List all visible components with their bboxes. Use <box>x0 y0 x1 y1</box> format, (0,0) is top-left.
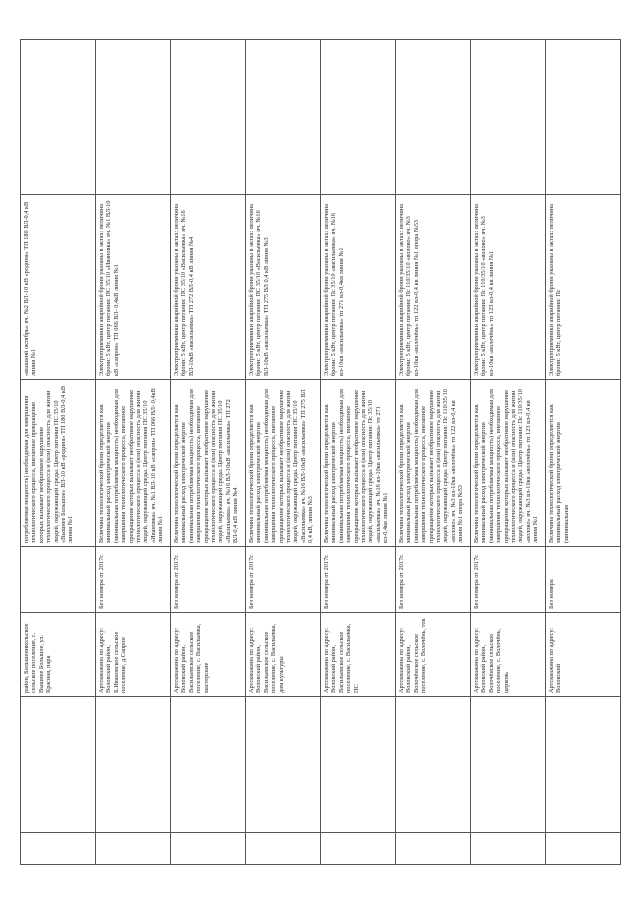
table-row <box>21 40 96 865</box>
location-cell: Артскважина по адресу: Воловский район, Волочёнское сельское поселение, с. Волочёнь, ток <box>396 613 471 697</box>
table-row <box>321 40 396 865</box>
location-cell: район, Большеникольское сельское поселение, с. Вышнее Большое, ул. Красная, парк <box>21 613 96 697</box>
number-cell: Без номера от 2017г. <box>396 547 471 613</box>
location-cell: Артскважина по адресу: Воловский район, Б.Ивановское сельское поселение, д.Сапрон <box>96 613 171 697</box>
table-row <box>246 40 321 865</box>
location-cell: Артскважина по адресу: Воловский <box>546 613 621 697</box>
empty-cell <box>21 40 96 195</box>
tech-reserve-cell: Величина технологической брони определяется как минимальный расход электрической энергии (минимальная потребляемая мощность) необходимая для завершения технологического процесса, внезапное прекращение которых вызывает необратимое нарушение технологического процесса и (или) опасность для жизни людей, окружающей среды. Центр питания ПС 35/10 «Ивановка» яч. №1 ВЛ-10 кВ «сапрон» ТП 066 ВЛ- 0,4кВ линия №1 <box>96 380 171 547</box>
table-row <box>471 40 546 865</box>
emergency-reserve-cell: Электроприемники аварийной брони указаны в актах: величина брони: 5 кВт, центр питания: ПС 35/10 «Ивановка» яч. №1 ВЛ-10 кВ «сапрон» ТП 066 ВЛ- 0,4кВ линия №1 <box>96 195 171 380</box>
empty-cell <box>96 833 171 865</box>
location-cell: Артскважина по адресу: Воловский район, Васильевское сельское поселение, с. Васильевка, дом культуры <box>246 613 321 697</box>
empty-cell <box>171 40 246 195</box>
empty-cell <box>246 833 321 865</box>
empty-cell <box>171 697 246 833</box>
emergency-reserve-cell: Электроприемники аварийной брони указаны в актах: величина брони: 5 кВт, центр питания: ПС 35/10 «Васильевка» яч. №16 ВЛ-10кВ «васильевка» ТП 275 ВЛ 0,4 кВ линия №3 <box>246 195 321 380</box>
empty-cell <box>96 40 171 195</box>
empty-cell <box>246 697 321 833</box>
emergency-reserve-cell: Электроприемники аварийной брони указаны в актах: величина брони: 5 кВт, центр питания: Пс 110/35/10 «волово» яч. №3 вл-10кв «волочёнь» тп 123 вл-0,4 кв линия №1 <box>471 195 546 380</box>
empty-cell <box>21 697 96 833</box>
tech-reserve-cell: Величина технологической брони определяется как минимальный расход электрической энергии (минимальная потребляемая мощность) необходимая для завершения технологического процесса, внезапное прекращение которых вызывает необратимое нарушение технологического процесса и (или) опасность для жизни людей, окружающей среды. Центр питания ПС 35/10 «Васильевка» яч. №16 ВЛ-10кВ «васильевка» ТП 272 ВЛ-0,4 кВ линия №4 <box>171 380 246 547</box>
empty-cell <box>471 40 546 195</box>
emergency-reserve-cell: «вышний октябрь» яч. №2 ВЛ-10 кВ «родина» ТП 180 ВЛ-0,4 кВ линия №1 <box>21 195 96 380</box>
number-cell: Без номера от 2017г. <box>171 547 246 613</box>
table-row <box>171 40 246 865</box>
empty-cell <box>396 697 471 833</box>
location-cell: Артскважина по адресу: Воловский район, Васильевское сельское поселение, с. Васильевка, ПС <box>321 613 396 697</box>
empty-cell <box>96 697 171 833</box>
number-cell: Без номера от 2017г. <box>471 547 546 613</box>
empty-cell <box>546 833 621 865</box>
emergency-reserve-cell: Электроприемники аварийной брони указаны в актах: величина брони: 5 кВт, центр питания: Пс 110/35/10 «волово» яч. №3 вл-10кв «волочёнь» тп 122 вл-0,4 кв линия №1 опора №53 <box>396 195 471 380</box>
empty-cell <box>171 833 246 865</box>
empty-cell <box>321 833 396 865</box>
location-cell: Артскважина по адресу: Воловский район, Васильевское сельское поселение, с. Васильевка, мастерские <box>171 613 246 697</box>
number-cell: Без номера от 2017г. <box>96 547 171 613</box>
number-cell: Без номера от 2017г. <box>246 547 321 613</box>
table-body <box>21 40 621 865</box>
tech-reserve-cell: Величина технологической брони определяется как минимальный расход электрической энергии (минимальная потребляемая мощность) необходимая для завершения технологического процесса, внезапное прекращение которых вызывает необратимое нарушение технологического процесса и (или) опасность для жизни людей, окружающей среды. Центр питания: Пс 110/35/10 «волово» яч. №3 вл-10кв «волочёнь» тп 123 вл-0,4 кв линия №1 <box>471 380 546 547</box>
number-cell: Без номера от 2017г. <box>321 547 396 613</box>
tech-reserve-cell: Величина технологической брони определяется как минимальный расход электрической энергии (минимальная потребляемая мощность) необходимая для завершения технологического процесса, внезапное прекращение которых вызывает необратимое нарушение технологического процесса и (или) опасность для жизни людей, окружающей среды. Центр питания: Пс 35/10 «васильевка» яч. №16 вл-10кв «васильевка» тп 271 вл-0,4кв линия №1 <box>321 380 396 547</box>
tech-reserve-cell: Величина технологической брони определяется как минимальный расход электрической энергии (минимальная потребляемая мощность) необходимая для завершения технологического процесса, внезапное прекращение которых вызывает необратимое нарушение технологического процесса и (или) опасность для жизни людей, окружающей среды. Центр питания: Пс 110/35/10 «волово» яч. №3 вл-10кв «волочёнь» тп 122 вл-0,4 кв линия №1 опора №53 <box>396 380 471 547</box>
table-row <box>396 40 471 865</box>
empty-cell <box>546 40 621 195</box>
location-cell: Артскважина по адресу: Воловский район, Волочёнское сельское поселение, с. Волочёнь, церковь <box>471 613 546 697</box>
empty-cell <box>246 40 321 195</box>
empty-cell <box>321 697 396 833</box>
number-cell <box>21 547 96 613</box>
tech-reserve-cell: потребляемая мощность) необходимая для завершения технологического процесса, внезапное прекращение которых вызывает необратимое нарушение технологического процесса и (или) опасность для жизни людей, окружающей среды. Центр питания ПС 35/10 «Вышнее Большое» ВЛ-10 кВ «родина» ТП 180 ВЛ-0,4 кВ линия №1 <box>21 380 96 547</box>
table-row <box>546 40 621 865</box>
empty-cell <box>21 833 96 865</box>
tech-reserve-cell: Величина технологической брони определяется как минимальный расход электрической энергии (минимальная <box>546 380 621 547</box>
table-row <box>96 40 171 865</box>
empty-cell <box>546 697 621 833</box>
empty-cell <box>471 697 546 833</box>
tech-reserve-cell: Величина технологической брони определяется как минимальный расход электрической энергии (минимальная потребляемая мощность) необходимая для завершения технологического процесса, внезапное прекращение которых вызывает необратимое нарушение технологического процесса и (или) опасность для жизни людей, окружающей среды. Центр питания ПС 35/10 «Васильевка» яч. №16 ВЛ-10кВ «васильевка» ТП 275 ВЛ 0,4 кВ, линия №3 <box>246 380 321 547</box>
emergency-reserve-cell: Электроприемники аварийной брони указаны в актах: величина брони: 5 кВт, центр питания: Пс 35/10 «васильевка» яч. №16 вл-10кв «васильевка» тп 271 вл-0,4кв линия №1 <box>321 195 396 380</box>
number-cell: Без номера <box>546 547 621 613</box>
empty-cell <box>396 833 471 865</box>
reserve-table <box>20 39 621 865</box>
rotated-document-page <box>20 40 620 865</box>
emergency-reserve-cell: Электроприемники аварийной брони указаны в актах: величина брони: 5 кВт, центр питания: ПС 35/10 «Васильевка» яч. №16 ВЛ-10кВ «васильевка» ТП 272 ВЛ-0,4 кВ линия №4 <box>171 195 246 380</box>
empty-cell <box>321 40 396 195</box>
emergency-reserve-cell: Электроприемники аварийной брони указаны в актах: величина брони: 5 кВт, центр питания: Пс <box>546 195 621 380</box>
empty-cell <box>471 833 546 865</box>
empty-cell <box>396 40 471 195</box>
